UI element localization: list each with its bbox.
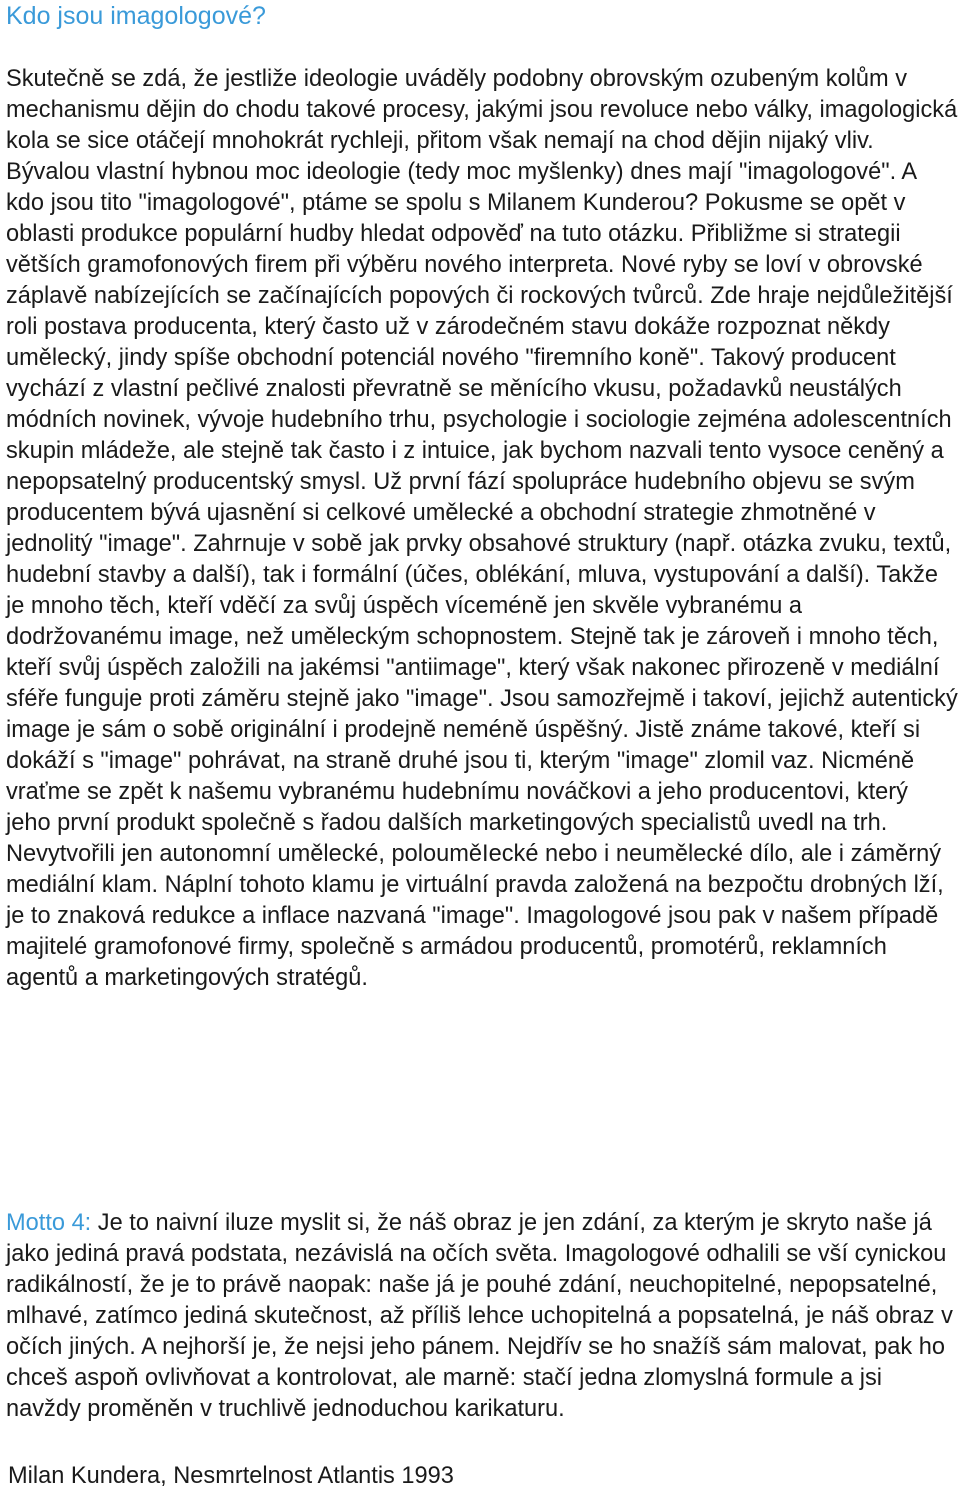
motto-text: Je to naivní iluze myslit si, že náš obraz je jen zdání, za kterým je skryto naše já jako jediná pravá podstata, nezávislá na očích světa. Imagologové odhalili se vší cynickou radikálností, že je to právě naopak: naše já je pouhé zdání, neuchopitelné, nepopsatelné, mlhavé, zatímco jediná skutečnost, až příliš lehce uchopitelná a popsatelná, je náš obraz v očích jiných. A nejhorší je, že nejsi jeho pánem. Nejdřív se ho snažíš sám malovat, pak ho chceš aspoň ovlivňovat a kontrolovat, ale marně: stačí jedna zlomyslná formule a jsi navždy proměněn v truchlivě jednoduchou karikaturu. xyxy=(6,1210,953,1422)
quote-attribution: Milan Kundera, Nesmrtelnost Atlantis 1993 xyxy=(8,1463,454,1489)
page-title: Kdo jsou imagologové? xyxy=(6,2,266,30)
motto-paragraph xyxy=(6,1208,958,1425)
body-paragraph: Skutečně se zdá, že jestliže ideologie uváděly podobny obrovským ozubeným kolům v mechanismu dějin do chodu takové procesy, jakými jsou revoluce nebo války, imagologická kola se sice otáčejí mnohokrát rychleji, přitom však nemají na chod dějin nijaký vliv. Bývalou vlastní hybnou moc ideologie (tedy moc myšlenky) dnes mají "imagologové". A kdo jsou tito "imagologové", ptáme se spolu s Milanem Kunderou? Pokusme se opět v oblasti produkce populární hudby hledat odpověď na tuto otázku. Přibližme si strategii větších gramofonových firem při výběru nového interpreta. Nové ryby se loví v obrovské záplavě nabízejících se začínajících popových či rockových tvůrců. Zde hraje nejdůležitější roli postava producenta, který často už v zárodečném stavu dokáže rozpoznat někdy umělecký, jindy spíše obchodní potenciál nového "firemního koně". Takový producent vychází z vlastní pečlivé znalosti převratně se měnícího vkusu, požadavků neustálých módních novinek, vývoje hudebního trhu, psychologie i sociologie zejména adolescentních skupin mládeže, ale stejně tak často i z intuice, jak bychom nazvali tento vysoce ceněný a nepopsatelný producentský smysl. Už první fází spolupráce hudebního objevu se svým producentem bývá ujasnění si celkové umělecké a obchodní strategie zhmotněné v jednolitý "image". Zahrnuje v sobě jak prvky obsahové struktury (např. otázka zvuku, textů, hudební stavby a další), tak i formální (účes, oblékání, mluva, vystupování a další). Takže je mnoho těch, kteří vděčí za svůj úspěch víceméně jen skvěle vybranému a dodržovanému image, než uměleckým schopnostem. Stejně tak je zároveň i mnoho těch, kteří svůj úspěch založili na jakémsi "antiimage", který však nakonec přirozeně v mediální sféře funguje proti záměru stejně jako "image". Jsou samozřejmě i takoví, jejichž autentický image je sám o sobě originální i prodejně neméně úspěšný. Jistě známe takové, kteří si dokáží s "image" pohrávat, na straně druhé jsou ti, kterým "image" zlomil vaz. Nicméně vraťme se zpět k našemu vybranému hudebnímu nováčkovi a jeho producentovi, který jeho první produkt společně s řadou dalších marketingových specialistů uvedl na trh. Nevytvořili jen autonomní umělecké, polouměIecké nebo i neumělecké dílo, ale i záměrný mediální klam. Náplní tohoto klamu je virtuální pravda založená na bezpočtu drobných lží, je to znaková redukce a inflace nazvaná "image". Imagologové jsou pak v našem případě majitelé gramofonové firmy, společně s armádou producentů, promotérů, reklamních agentů a marketingových stratégů. xyxy=(6,66,958,991)
document-page xyxy=(6,0,958,1422)
motto-label: Motto 4: xyxy=(6,1210,92,1236)
